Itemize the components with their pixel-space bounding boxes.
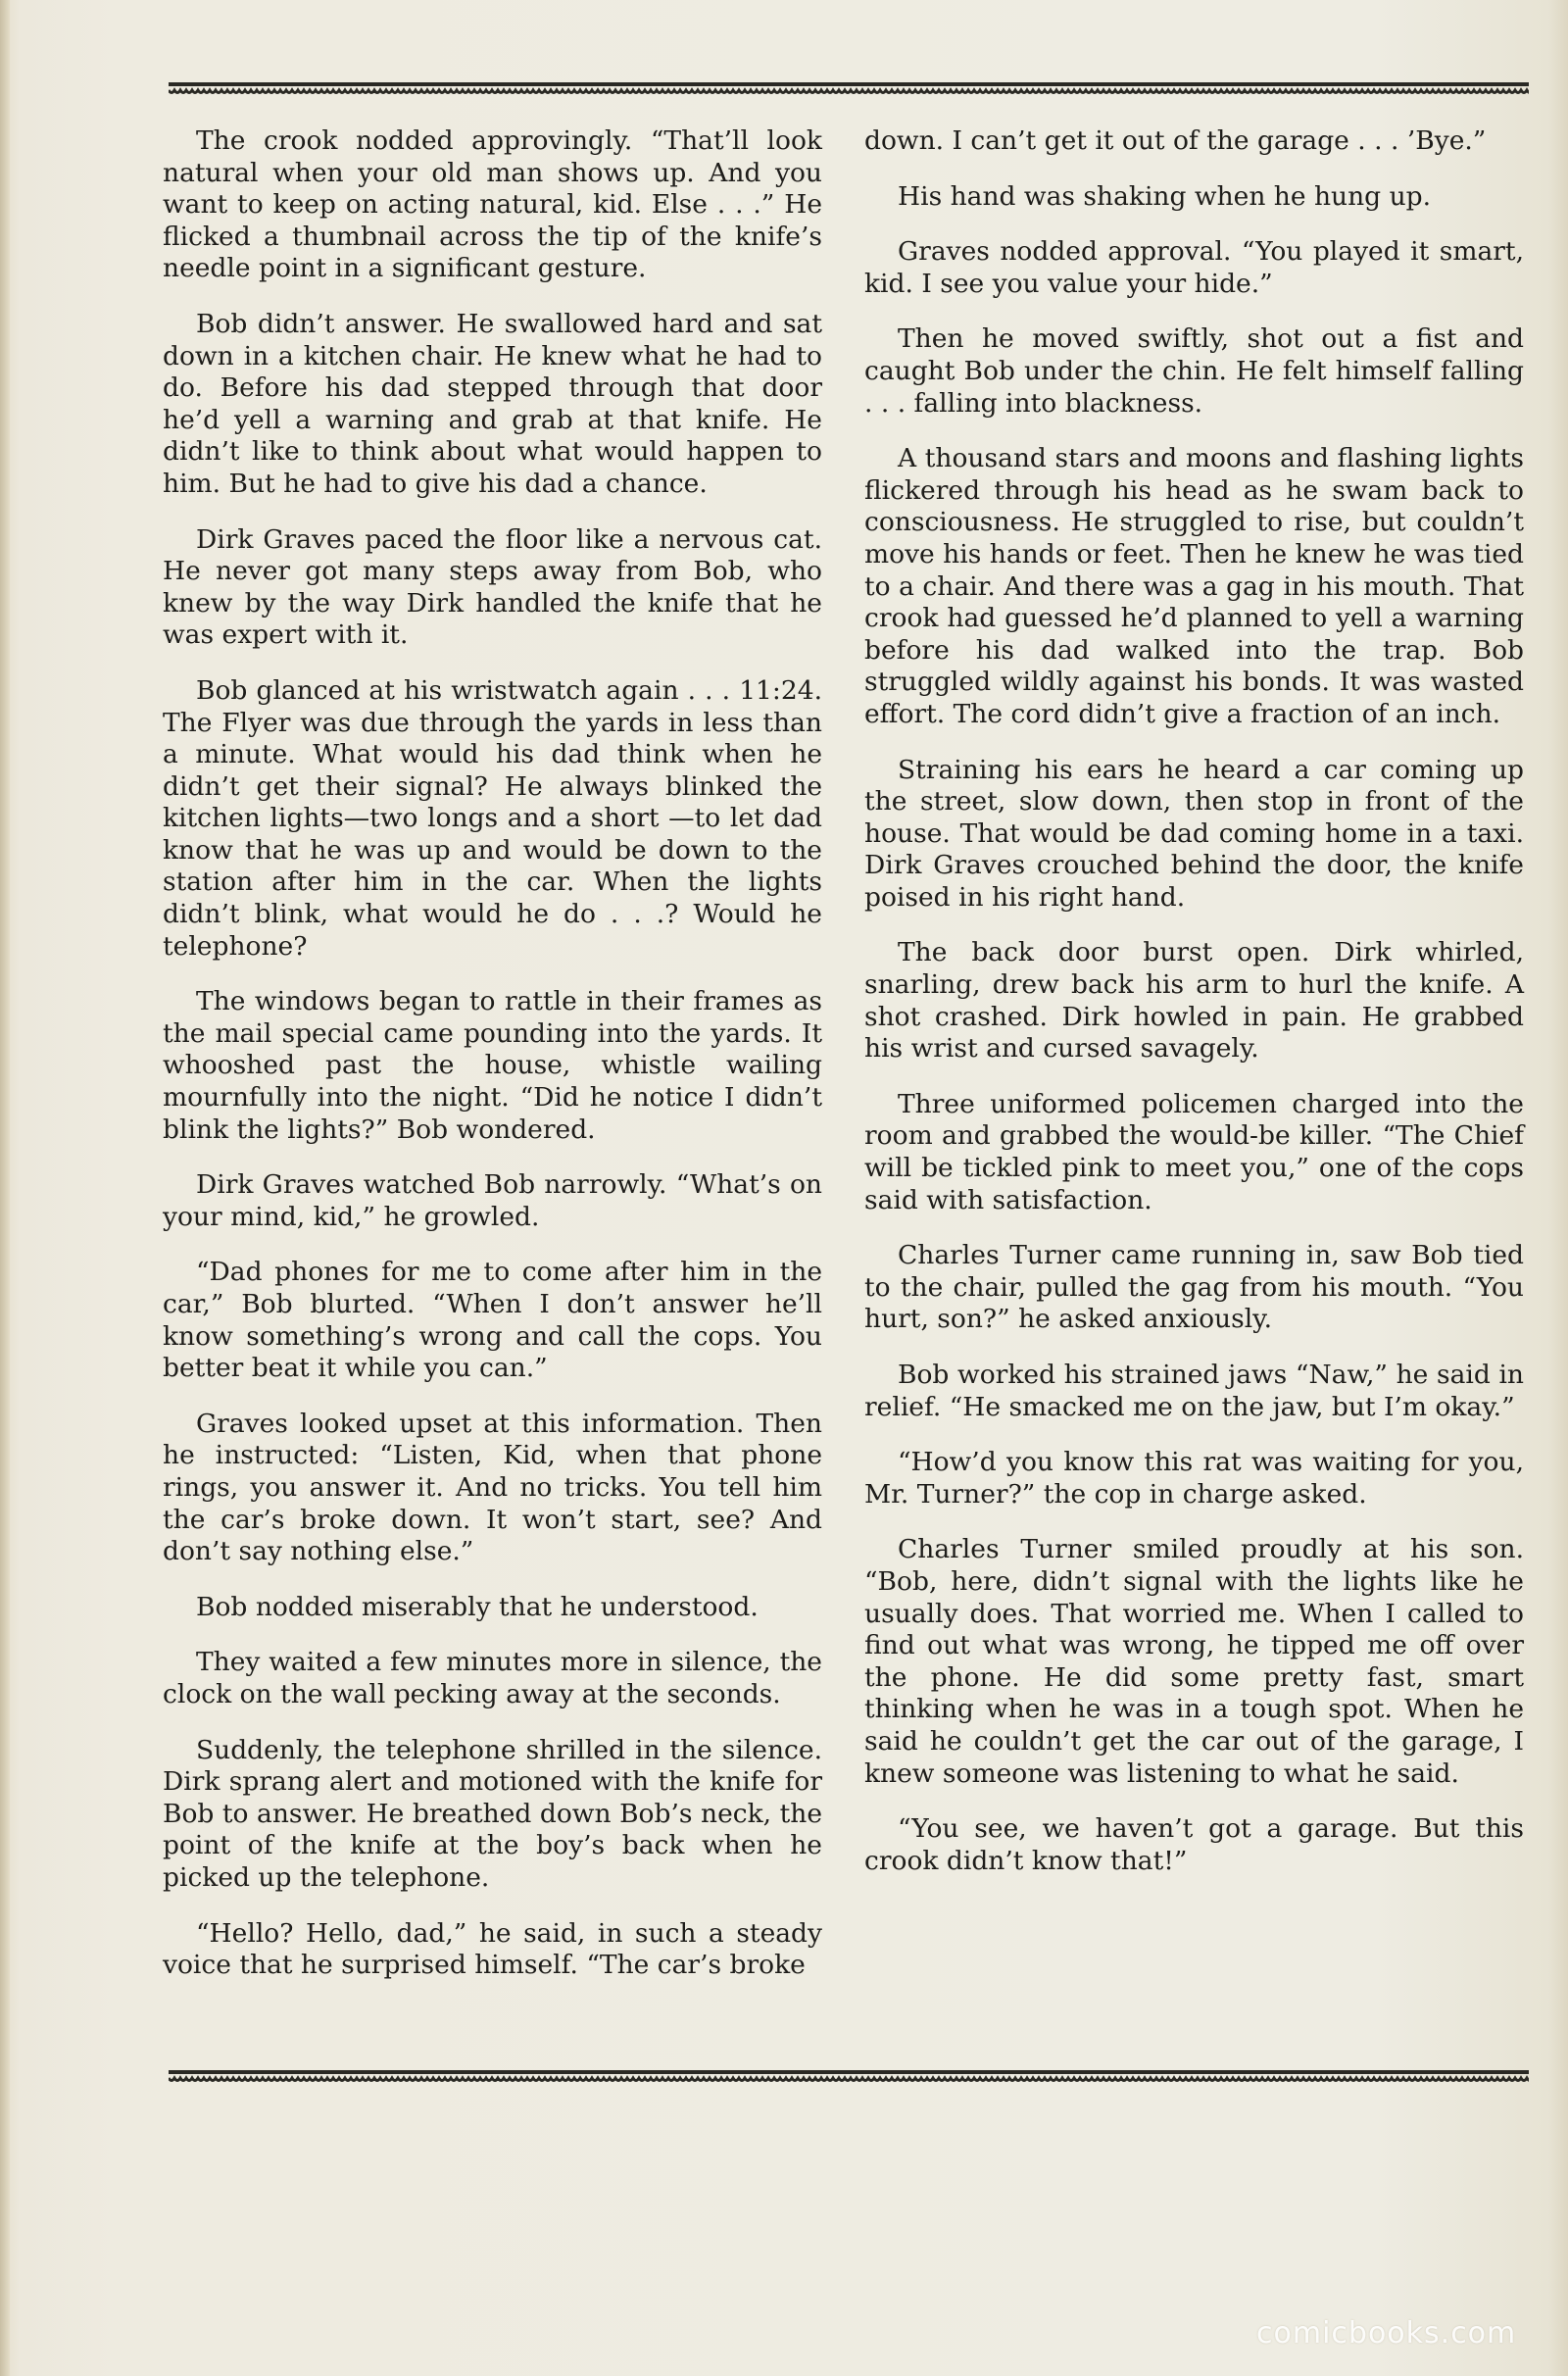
story-paragraph: They waited a few minutes more in silence, the clock on the wall pecking away at the seconds. — [163, 1647, 822, 1709]
story-paragraph: Dirk Graves watched Bob narrowly. “What’s on your mind, kid,” he growled. — [163, 1169, 822, 1232]
story-paragraph: Suddenly, the telephone shrilled in the silence. Dirk sprang alert and motioned with the knife for Bob to answer. He breathed down Bob’s neck, the point of the knife at the boy’s back when he picked up the telephone. — [163, 1734, 822, 1893]
story-paragraph: The windows began to rattle in their frames as the mail special came pounding into the yards. It whooshed past the house, whistle wailing mournfully into the night. “Did he notice I didn’t blink the lights?” Bob wondered. — [163, 986, 822, 1145]
right-text-column — [864, 125, 1524, 1901]
story-paragraph: “You see, we haven’t got a garage. But this crook didn’t know that!” — [864, 1813, 1524, 1876]
story-paragraph: Bob glanced at his wristwatch again . . . 11:24. The Flyer was due through the yards in less than a minute. What would his dad think when he didn’t get their signal? He always blinked the kitchen lights—two longs and a short —to let dad know that he was up and would be down to the station after him in the car. When the lights didn’t blink, what would he do . . .? Would he telephone? — [163, 674, 822, 962]
story-paragraph: Then he moved swiftly, shot out a fist and caught Bob under the chin. He felt himself falling . . . falling into blackness. — [864, 323, 1524, 419]
story-paragraph: Straining his ears he heard a car coming up the street, slow down, then stop in front of the house. That would be dad coming home in a taxi. Dirk Graves crouched behind the door, the knife poised in his right hand. — [864, 754, 1524, 913]
story-paragraph: Three uniformed policemen charged into the room and grabbed the would-be killer. “The Chief will be tickled pink to meet you,” one of the cops said with satisfaction. — [864, 1088, 1524, 1215]
story-paragraph: Graves nodded approval. “You played it smart, kid. I see you value your hide.” — [864, 236, 1524, 299]
story-paragraph: His hand was shaking when he hung up. — [898, 180, 1432, 212]
story-paragraph: “Dad phones for me to come after him in the car,” Bob blurted. “When I don’t answer he’ll know something’s wrong and call the cops. You better beat it while you can.” — [163, 1257, 822, 1384]
story-paragraph: “Hello? Hello, dad,” he said, in such a steady voice that he surprised himself. “The car’s broke — [163, 1917, 822, 1981]
page-edge-shadow — [0, 0, 10, 2376]
top-wavy-rule — [169, 82, 1529, 96]
story-paragraph: Dirk Graves paced the floor like a nervous cat. He never got many steps away from Bob, who knew by the way Dirk handled the knife that he was expert with it. — [163, 523, 822, 651]
story-paragraph: The crook nodded approvingly. “That’ll look natural when your old man shows up. And you want to keep on acting natural, kid. Else . . .” He flicked a thumbnail across the tip of the knife’s needle point in a significant gesture. — [163, 125, 822, 284]
story-paragraph: Bob worked his strained jaws “Naw,” he said in relief. “He smacked me on the jaw, but I’m okay.” — [864, 1360, 1524, 1422]
story-paragraph: A thousand stars and moons and flashing lights flickered through his head as he swam back to consciousness. He struggled to rise, but couldn’t move his hands or feet. Then he knew he was tied to a chair. And there was a gag in his mouth. That crook had guessed he’d planned to yell a warning before his dad walked into the trap. Bob struggled wildly against his bonds. It was wasted effort. The cord didn’t give a fraction of an inch. — [864, 443, 1524, 729]
story-paragraph: Graves looked upset at this information. Then he instructed: “Listen, Kid, when that phone rings, you answer it. And no tricks. You tell him the car’s broke down. It won’t start, see? And don’t say nothing else.” — [163, 1408, 822, 1567]
story-paragraph: Bob didn’t answer. He swallowed hard and sat down in a kitchen chair. He knew what he had to do. Before his dad stepped through that door he’d yell a warning and grab at that knife. He didn’t like to think about what would happen to him. But he had to give his dad a chance. — [163, 308, 822, 499]
left-text-column — [163, 125, 822, 2005]
story-paragraph: Bob nodded miserably that he understood. — [196, 1591, 759, 1622]
story-paragraph-continuation: down. I can’t get it out of the garage . . . ’Bye.” — [864, 125, 1487, 156]
watermark: comicbooks.com — [1256, 2316, 1517, 2351]
bottom-wavy-rule — [169, 2070, 1529, 2084]
story-paragraph: Charles Turner smiled proudly at his son. “Bob, here, didn’t signal with the lights like he usually does. That worried me. When I called to find out what was wrong, he tipped me off over the phone. He did some pretty fast, smart thinking when he was in a tough spot. When he said he couldn’t get the car out of the garage, I knew someone was listening to what he said. — [864, 1534, 1524, 1789]
story-paragraph: The back door burst open. Dirk whirled, snarling, drew back his arm to hurl the knife. A shot crashed. Dirk howled in pain. He grabbed his wrist and cursed savagely. — [864, 937, 1524, 1064]
story-paragraph: “How’d you know this rat was waiting for you, Mr. Turner?” the cop in charge asked. — [864, 1447, 1524, 1510]
story-paragraph: Charles Turner came running in, saw Bob tied to the chair, pulled the gag from his mouth. “You hurt, son?” he asked anxiously. — [864, 1240, 1524, 1335]
